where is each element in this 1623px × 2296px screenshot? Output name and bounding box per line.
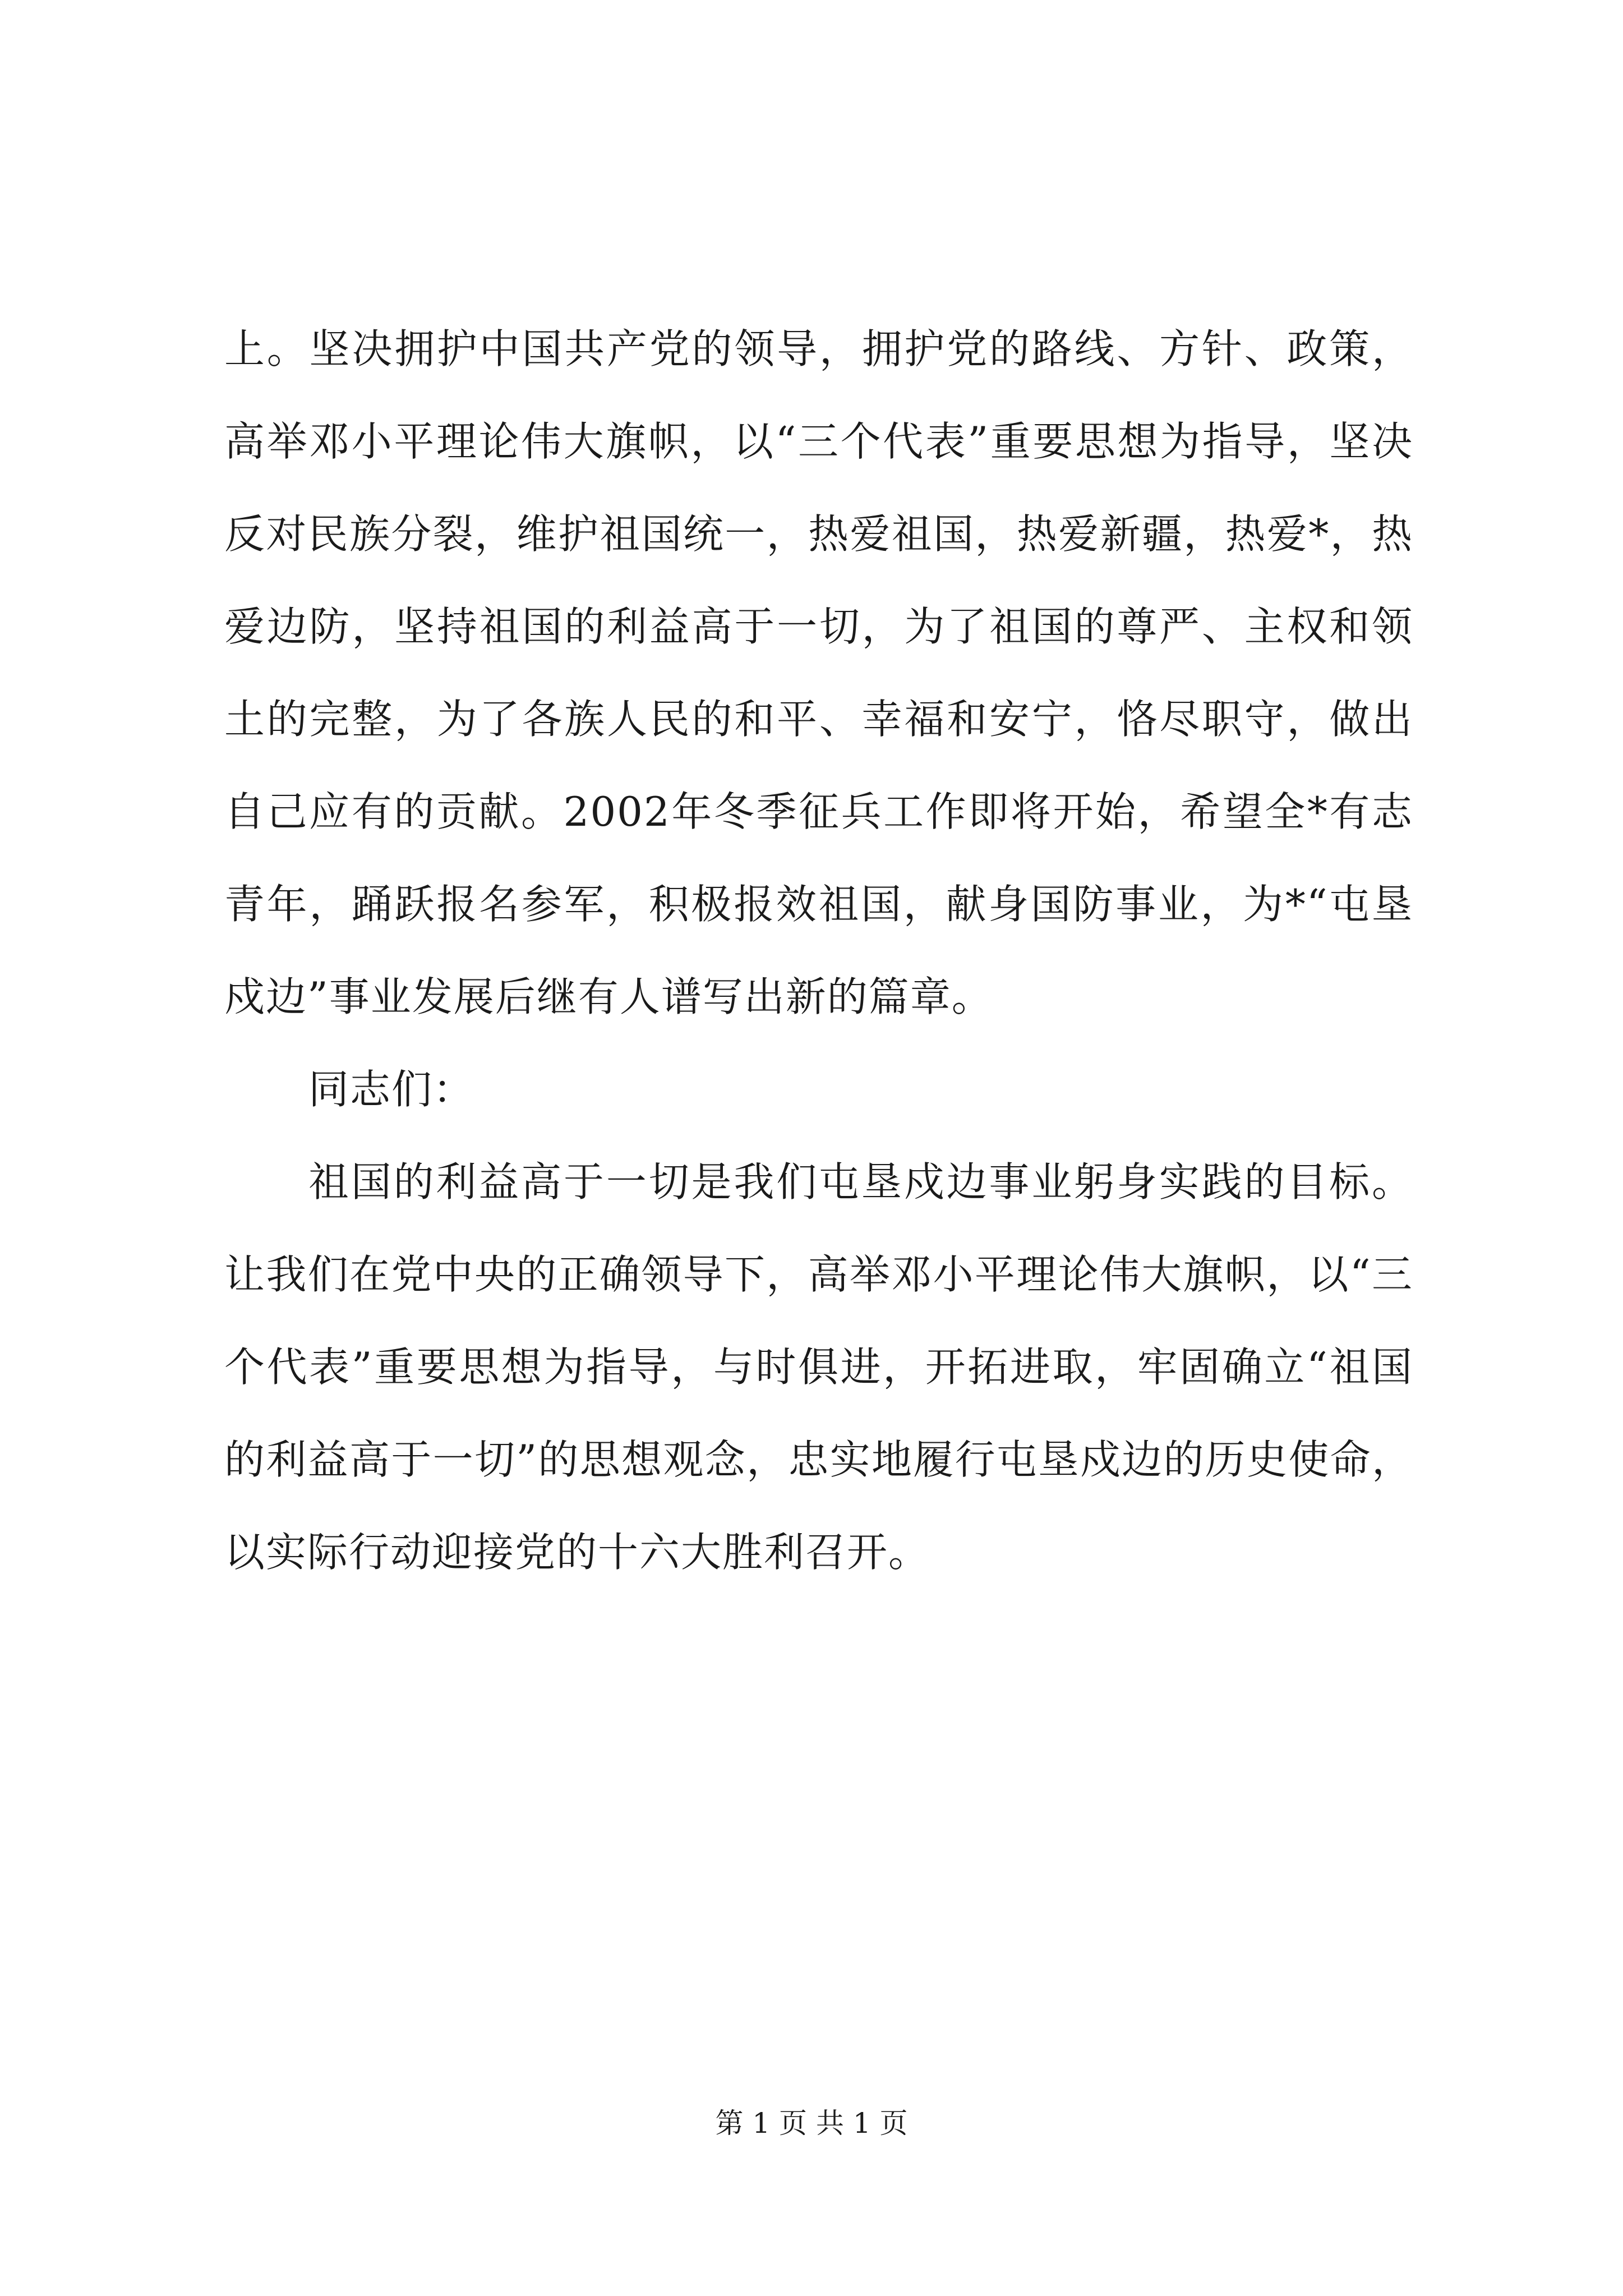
paragraph-closing: 祖国的利益高于一切是我们屯垦戍边事业躬身实践的目标。让我们在党中央的正确领导下，高举邓小平理论伟大旗帜，以“三个代表”重要思想为指导，与时俱进，开拓进取，牢固确立“祖国的利益高于一切”的思想观念，忠实地履行屯垦戍边的历史使命，以实际行动迎接党的十六大胜利召开。 bbox=[224, 1158, 1413, 1576]
paragraph-continuation: 上。坚决拥护中国共产党的领导，拥护党的路线、方针、政策，高举邓小平理论伟大旗帜，以“三个代表”重要思想为指导，坚决反对民族分裂，维护祖国统一，热爱祖国，热爱新疆，热爱*，热爱边防，坚持祖国的利益高于一切，为了祖国的尊严、主权和领土的完整，为了各族人民的和平、幸福和安宁，恪尽职守，做出自己应有的贡献。2002年冬季征兵工作即将开始，希望全*有志青年，踊跃报名参军，积极报效祖国，献身国防事业，为*“屯垦戍边”事业发展后继有人谱写出新的篇章。 bbox=[224, 325, 1413, 1020]
paragraph-salutation: 同志们： bbox=[308, 1066, 475, 1113]
page-footer: 第 1 页 共 1 页 bbox=[715, 2107, 908, 2139]
document-body bbox=[224, 303, 1413, 1599]
